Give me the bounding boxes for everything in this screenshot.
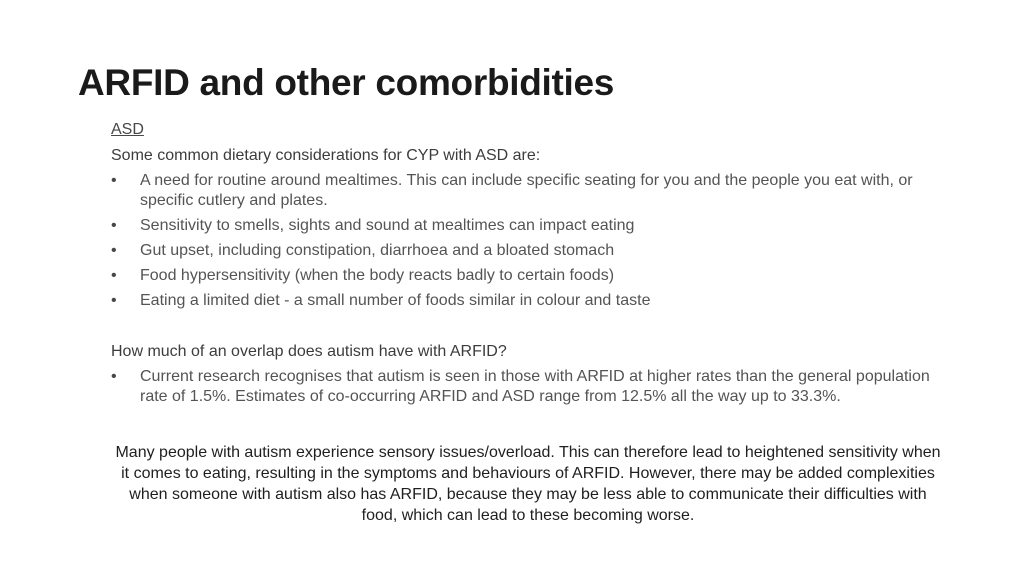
spacer bbox=[111, 316, 951, 342]
list-item-text: Gut upset, including constipation, diarrhoea and a bloated stomach bbox=[140, 242, 615, 259]
list-item-text: Current research recognises that autism is seen in those with ARFID at higher rates than the general population rate of 1.5%. Estimates of co-occurring ARFID and ASD range from 12.5% all the way up to 33.3%. bbox=[140, 368, 930, 405]
bullet-icon: • bbox=[111, 242, 117, 259]
bullet-icon: • bbox=[111, 172, 117, 189]
list-item bbox=[111, 171, 951, 211]
bullet-icon: • bbox=[111, 217, 117, 234]
list-item-text: Sensitivity to smells, sights and sound at mealtimes can impact eating bbox=[140, 217, 635, 234]
considerations-heading: Some common dietary considerations for CYP with ASD are: bbox=[111, 147, 541, 164]
summary-paragraph: Many people with autism experience sensory issues/overload. This can therefore lead to heightened sensitivity when it comes to eating, resulting in the symptoms and behaviours of ARFID. However, there may be added complexities when someone with autism also has ARFID, because they may be less able to communicate their difficulties with food, which can lead to these becoming worse. bbox=[115, 444, 941, 524]
overlap-heading: How much of an overlap does autism have with ARFID? bbox=[111, 343, 507, 360]
list-item-text: A need for routine around mealtimes. This can include specific seating for you and the people you eat with, or specific cutlery and plates. bbox=[140, 172, 913, 209]
list-item-text: Eating a limited diet - a small number of foods similar in colour and taste bbox=[140, 292, 651, 309]
list-item bbox=[111, 291, 951, 311]
overlap-list bbox=[111, 367, 951, 407]
slide-title: ARFID and other comorbidities bbox=[78, 62, 615, 103]
list-item bbox=[111, 241, 951, 261]
list-item bbox=[111, 216, 951, 236]
bullet-icon: • bbox=[111, 292, 117, 309]
considerations-list bbox=[111, 171, 951, 311]
bullet-icon: • bbox=[111, 267, 117, 284]
list-item bbox=[111, 367, 951, 407]
list-item-text: Food hypersensitivity (when the body reacts badly to certain foods) bbox=[140, 267, 615, 284]
slide-content bbox=[111, 120, 951, 412]
list-item bbox=[111, 266, 951, 286]
bullet-icon: • bbox=[111, 368, 117, 385]
asd-link[interactable]: ASD bbox=[111, 121, 144, 138]
